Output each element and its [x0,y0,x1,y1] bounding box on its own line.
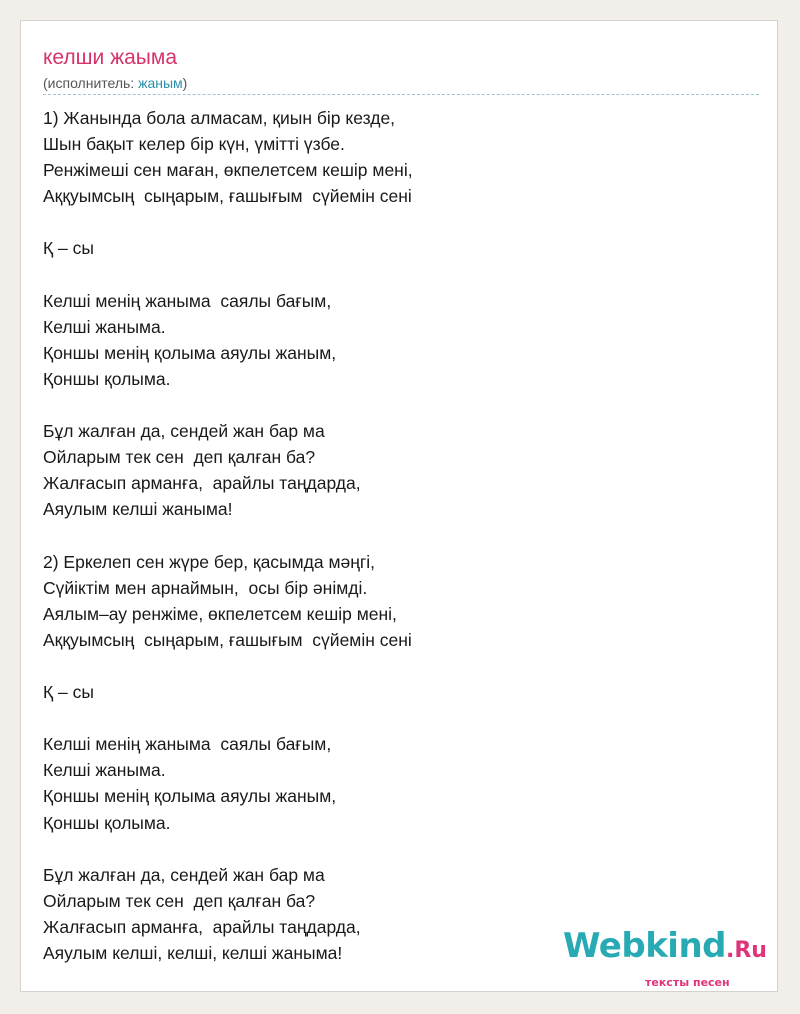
lyrics-line: Жалғасып арманға, арайлы таңдарда, [43,916,361,937]
lyrics-line: Қ – сы [43,682,94,703]
lyrics-blank-line [43,836,759,862]
lyrics-line: Шын бақыт келер бір күн, үмітті үзбе. [43,134,345,155]
lyrics-line: Сүйіктім мен арнаймын, осы бір әнімді. [43,577,368,598]
lyrics-blank-line [43,392,759,418]
lyrics-blank-line [43,262,759,288]
lyrics-card [20,20,778,992]
logo-tld: .Ru [726,938,767,963]
lyrics-line: Аққуымсың сыңарым, ғашығым сүйемін сені [43,629,412,650]
performer-line [43,74,187,92]
lyrics-line: Аяулым келші, келші, келші жаныма! [43,943,343,963]
webkind-logo[interactable] [563,926,783,989]
lyrics-line: Қ – сы [43,238,94,259]
lyrics-line: Келші менің жаныма саялы бағым, [43,290,332,311]
lyrics-line: Аяулым келші жаныма! [43,499,233,520]
lyrics-line: Қоншы менің қолыма аяулы жаным, [43,786,337,807]
lyrics-line: 1) Жанында бола алмасам, қиын бір кезде, [43,108,396,128]
lyrics-line: Келші жаныма. [43,316,166,337]
song-title: келши жаыма [43,46,178,69]
lyrics-line: Ойларым тек сен деп қалған ба? [43,447,316,468]
lyrics-blank-line [43,209,759,235]
lyrics-line: Аққуымсың сыңарым, ғашығым сүйемін сені [43,186,412,207]
lyrics-line: Жалғасып арманға, арайлы таңдарда, [43,473,361,494]
logo-tagline: тексты песен [645,976,730,989]
lyrics-line: Қоншы менің қолыма аяулы жаным, [43,342,337,363]
performer-suffix: ) [182,75,188,91]
logo-name: Webkind [563,926,726,966]
performer-prefix: (исполнитель: [43,75,139,91]
lyrics-line: Келші жаныма. [43,760,166,781]
title-divider [43,94,759,95]
lyrics-line: Бұл жалған да, сендей жан бар ма [43,864,325,885]
lyrics-blank-line [43,705,759,731]
lyrics-line: 2) Еркелеп сен жүре бер, қасымда мәңгі, [43,551,376,572]
lyrics-line: Бұл жалған да, сендей жан бар ма [43,421,325,442]
logo-wordmark [563,926,767,971]
lyrics-blank-line [43,523,759,549]
lyrics-line: Қоншы қолыма. [43,812,171,833]
lyrics-line: Қоншы қолыма. [43,368,171,389]
lyrics-line: Ойларым тек сен деп қалған ба? [43,890,316,911]
lyrics-line: Келші менің жаныма саялы бағым, [43,734,332,755]
lyrics-text [43,105,759,966]
lyrics-line: Аялым–ау ренжіме, өкпелетсем кешір мені, [43,603,397,624]
performer-link[interactable]: жаным [138,75,183,91]
lyrics-line: Ренжімеші сен маған, өкпелетсем кешір мені, [43,160,413,181]
lyrics-blank-line [43,653,759,679]
